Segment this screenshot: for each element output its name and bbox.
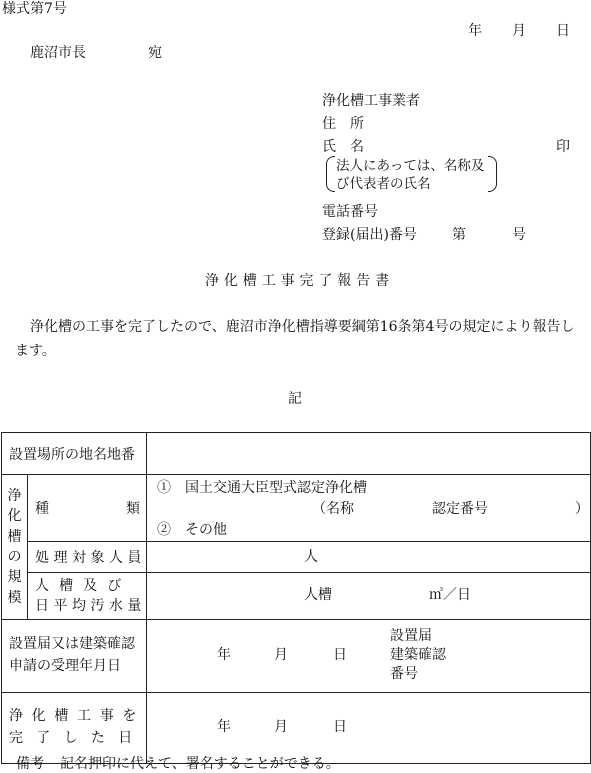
persons-label: 処理対象人員 [28,542,147,573]
date-month-label: 月 [512,23,526,39]
address-label: 住 所 [322,116,364,132]
ki-heading: 記 [288,391,302,407]
completion-label-1: 浄化槽工事を [9,708,146,725]
side-char: 浄 [7,488,22,505]
completion-day: 日 [333,719,347,735]
filing-no-1: 設置届 [390,628,432,644]
persons-unit: 人 [304,549,318,565]
scale-side-label [2,475,28,620]
capacity-unit-1: 人槽 [304,587,332,603]
body-line-1: 浄化槽の工事を完了したので、鹿沼市浄化槽指導要綱第16条第4号の規定により報告し [30,319,575,335]
addressee: 鹿沼市長 [30,45,86,61]
capacity-value [147,573,591,620]
capacity-label-2: 日平均汚水量 [35,598,146,614]
location-value [147,433,591,475]
filing-label-1: 設置届又は建築確認 [9,636,135,653]
registration-label: 登録(届出)番号 [322,227,417,243]
completion-year: 年 [217,719,231,735]
date-day-label: 日 [556,23,570,39]
option-1-name: （名称 [312,501,354,517]
option-1: ① 国土交通大臣型式認定浄化槽 [157,480,367,496]
corp-note-line1: 法人にあっては、名称及 [336,158,485,174]
filing-row [2,620,591,693]
option-1-cert: 認定番号 [432,501,488,517]
persons-row [2,542,591,573]
capacity-label-1: 人槽及び [35,577,132,594]
report-table [1,432,591,764]
filing-month: 月 [274,647,288,663]
registration-dai: 第 [452,227,466,243]
type-label-b: 類 [126,501,140,517]
filing-label [2,620,147,693]
capacity-unit-2: ㎥／日 [429,587,471,603]
completion-month: 月 [274,719,288,735]
type-value [147,475,591,542]
applicant-title: 浄化槽工事業者 [322,93,420,109]
persons-value [147,542,591,573]
side-char: 模 [7,589,22,606]
name-label: 氏 名 [322,139,364,155]
filing-no-2: 建築確認 [390,647,446,663]
registration-go: 号 [512,227,526,243]
side-char: 化 [7,508,22,525]
right-bracket [488,156,497,192]
completion-value [147,693,591,764]
type-label [28,475,147,542]
location-row [2,433,591,475]
corp-note-line2: び代表者の氏名 [336,176,431,192]
completion-label [2,693,147,764]
seal-mark: 印 [556,139,570,155]
completion-label-2: 完了した日 [9,730,146,746]
form-number: 様式第7号 [2,1,67,17]
type-row [2,475,591,542]
side-char: の [7,549,22,565]
note-text: 記名押印に代えて、署名することができる。 [60,756,340,772]
side-char: 規 [7,569,22,586]
filing-year: 年 [217,647,231,663]
left-bracket [326,156,335,192]
location-label: 設置場所の地名地番 [2,433,147,475]
option-1-close: ） [575,501,589,517]
filing-value [147,620,591,693]
option-2: ② その他 [157,522,227,538]
note-label: 備考 [16,756,44,772]
date-year-label: 年 [468,23,482,39]
side-char: 槽 [7,528,22,545]
completion-row [2,693,591,764]
filing-day: 日 [333,647,347,663]
addressee-suffix: 宛 [148,45,162,61]
body-line-2: ます。 [15,343,56,359]
capacity-row [2,573,591,620]
phone-label: 電話番号 [322,204,378,220]
filing-no-3: 番号 [390,666,418,682]
document-title: 浄化槽工事完了報告書 [205,273,394,289]
capacity-label [28,573,147,620]
type-label-a: 種 [35,501,49,517]
filing-label-2: 申請の受理年月日 [9,658,121,674]
